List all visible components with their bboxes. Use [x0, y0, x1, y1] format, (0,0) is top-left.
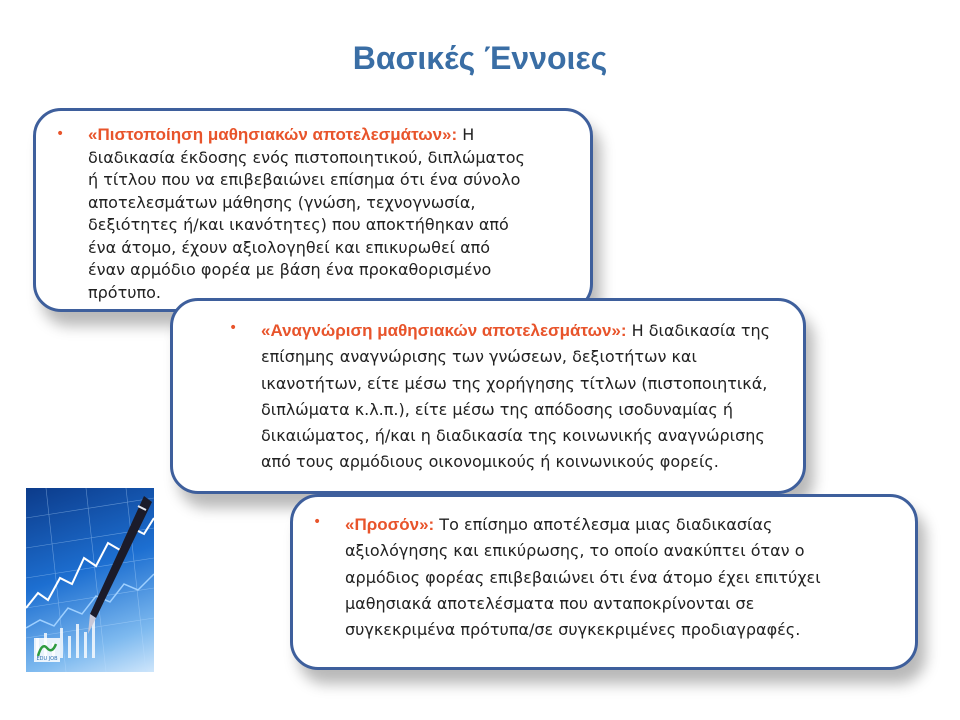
- bullet-icon: •: [313, 514, 322, 530]
- definition-term: «Αναγνώριση μαθησιακών αποτελεσμάτων»:: [261, 321, 627, 340]
- definition-term: «Πιστοποίηση μαθησιακών αποτελεσμάτων»:: [88, 125, 458, 144]
- definition-box-qualification: [290, 494, 918, 670]
- definition-term: «Προσόν»:: [345, 515, 435, 534]
- bullet-icon: •: [229, 320, 238, 336]
- stock-chart-photo: [26, 488, 154, 672]
- definition-box-certification: [33, 108, 593, 312]
- definition-text: «Αναγνώριση μαθησιακών αποτελεσμάτων»: Η διαδικασία της επίσημης αναγνώρισης των γνώσεων, δεξιοτήτων και ικανοτήτων, είτε μέσω της χορήγησης τίτλων (πιστοποιητικά, διπλώματα κ.λ.π.), είτε μέσω της απόδοσης ισοδυναμίας ή δικαιώματος, ή/και η διαδικασία της κοινωνικής αναγνώρισης από τους αρμόδιους οικονομικούς ή κοινωνικούς φορείς.: [261, 321, 771, 472]
- bullet-icon: •: [56, 126, 65, 142]
- definition-box-recognition: [170, 298, 806, 494]
- slide-title: Βασικές Έννοιες: [352, 40, 608, 76]
- svg-text:EDU JOB: EDU JOB: [36, 656, 58, 662]
- logo-icon: [34, 638, 60, 662]
- definition-text: «Πιστοποίηση μαθησιακών αποτελεσμάτων»: Η διαδικασία έκδοσης ενός πιστοποιητικού, διπλώματος ή τίτλου που να επιβεβαιώνει επίσημα ότι ένα σύνολο αποτελεσμάτων μάθησης (γνώση, τεχνογνωσία, δεξιότητες ή/και ικανότητες) που αποκτήθηκαν από ένα άτομο, έχουν αξιολογηθεί και επικυρωθεί από έναν αρμόδιο φορέα με βάση ένα προκαθορισμένο πρότυπο.: [88, 125, 525, 302]
- definition-text: «Προσόν»: Το επίσημο αποτέλεσμα μιας διαδικασίας αξιολόγησης και επικύρωσης, το οποίο ανακύπτει όταν ο αρμόδιος φορέας επιβεβαιώνει ότι ένα άτομο έχει επιτύχει μαθησιακά αποτελέσματα που ανταποκρίνονται σε συγκεκριμένα πρότυπα/σε συγκεκριμένες προδιαγραφές.: [345, 515, 821, 640]
